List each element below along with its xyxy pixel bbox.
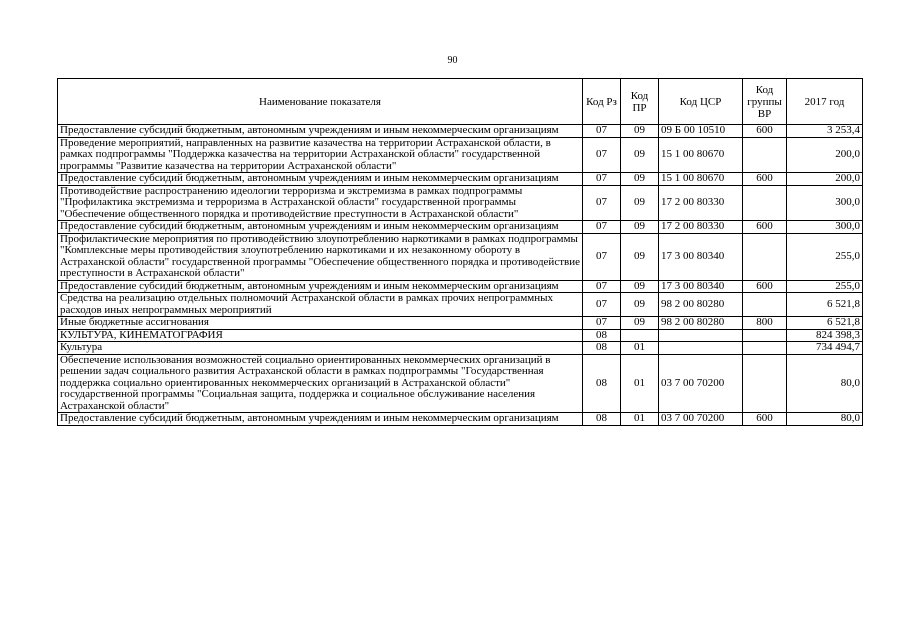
table-row bbox=[58, 413, 863, 426]
row-pr-code: 09 bbox=[621, 280, 659, 293]
row-name: Проведение мероприятий, направленных на развитие казачества на территории Астраханской области, в рамках подпрограммы "Поддержка казачества на территории Астраханской области" государственной программы "Развитие казачества на территории Астраханской области" bbox=[58, 137, 583, 173]
row-rz-code: 07 bbox=[583, 293, 621, 317]
row-vr-code: 600 bbox=[743, 221, 787, 234]
header-vr: Код группы ВР bbox=[743, 79, 787, 125]
table-row bbox=[58, 354, 863, 413]
row-rz-code: 07 bbox=[583, 173, 621, 186]
row-pr-code: 09 bbox=[621, 221, 659, 234]
table-row bbox=[58, 125, 863, 138]
row-pr-code: 01 bbox=[621, 342, 659, 355]
header-name: Наименование показателя bbox=[58, 79, 583, 125]
row-amount: 300,0 bbox=[787, 221, 863, 234]
row-vr-code: 600 bbox=[743, 125, 787, 138]
row-amount: 255,0 bbox=[787, 280, 863, 293]
row-csr-code: 15 1 00 80670 bbox=[659, 137, 743, 173]
row-vr-code bbox=[743, 329, 787, 342]
header-row bbox=[58, 79, 863, 125]
row-name: Обеспечение использования возможностей социально ориентированных некоммерческих организаций в решении задач социального развития Астраханской области в рамках подпрограммы "Государственная поддержка социально ориентированных некоммерческих организаций в Астраханской области" государственной программы "Социальная защита, поддержка и социальное обслуживание населения Астраханской области" bbox=[58, 354, 583, 413]
row-csr-code: 98 2 00 80280 bbox=[659, 293, 743, 317]
row-csr-code: 15 1 00 80670 bbox=[659, 173, 743, 186]
row-vr-code bbox=[743, 342, 787, 355]
row-csr-code: 09 Б 00 10510 bbox=[659, 125, 743, 138]
row-vr-code bbox=[743, 293, 787, 317]
budget-table bbox=[57, 78, 863, 426]
row-amount: 200,0 bbox=[787, 173, 863, 186]
row-rz-code: 07 bbox=[583, 125, 621, 138]
header-year: 2017 год bbox=[787, 79, 863, 125]
row-csr-code: 17 2 00 80330 bbox=[659, 221, 743, 234]
row-csr-code: 17 3 00 80340 bbox=[659, 233, 743, 280]
row-csr-code: 17 2 00 80330 bbox=[659, 185, 743, 221]
row-rz-code: 08 bbox=[583, 354, 621, 413]
row-amount: 6 521,8 bbox=[787, 317, 863, 330]
row-amount: 80,0 bbox=[787, 354, 863, 413]
table-row bbox=[58, 293, 863, 317]
row-rz-code: 08 bbox=[583, 413, 621, 426]
table-row bbox=[58, 173, 863, 186]
row-vr-code bbox=[743, 137, 787, 173]
row-vr-code bbox=[743, 185, 787, 221]
row-vr-code: 600 bbox=[743, 280, 787, 293]
header-rz: Код Рз bbox=[583, 79, 621, 125]
row-csr-code: 17 3 00 80340 bbox=[659, 280, 743, 293]
row-amount: 734 494,7 bbox=[787, 342, 863, 355]
row-pr-code: 09 bbox=[621, 317, 659, 330]
row-name: Средства на реализацию отдельных полномочий Астраханской области в рамках прочих непрограммных расходов иных непрограммных мероприятий bbox=[58, 293, 583, 317]
row-rz-code: 08 bbox=[583, 342, 621, 355]
row-name: Иные бюджетные ассигнования bbox=[58, 317, 583, 330]
row-amount: 824 398,3 bbox=[787, 329, 863, 342]
page-number: 90 bbox=[447, 55, 458, 66]
row-name: Предоставление субсидий бюджетным, автономным учреждениям и иным некоммерческим организациям bbox=[58, 173, 583, 186]
row-pr-code: 09 bbox=[621, 125, 659, 138]
row-pr-code: 09 bbox=[621, 137, 659, 173]
row-rz-code: 08 bbox=[583, 329, 621, 342]
row-pr-code: 09 bbox=[621, 185, 659, 221]
row-name: Предоставление субсидий бюджетным, автономным учреждениям и иным некоммерческим организациям bbox=[58, 413, 583, 426]
row-pr-code: 01 bbox=[621, 354, 659, 413]
header-csr: Код ЦСР bbox=[659, 79, 743, 125]
row-amount: 6 521,8 bbox=[787, 293, 863, 317]
row-amount: 80,0 bbox=[787, 413, 863, 426]
row-vr-code: 600 bbox=[743, 413, 787, 426]
table-row bbox=[58, 329, 863, 342]
row-vr-code bbox=[743, 354, 787, 413]
row-name: Предоставление субсидий бюджетным, автономным учреждениям и иным некоммерческим организациям bbox=[58, 221, 583, 234]
row-csr-code: 03 7 00 70200 bbox=[659, 354, 743, 413]
row-rz-code: 07 bbox=[583, 185, 621, 221]
row-rz-code: 07 bbox=[583, 137, 621, 173]
table-row bbox=[58, 137, 863, 173]
row-rz-code: 07 bbox=[583, 221, 621, 234]
row-amount: 200,0 bbox=[787, 137, 863, 173]
table-row bbox=[58, 342, 863, 355]
row-pr-code: 01 bbox=[621, 413, 659, 426]
row-rz-code: 07 bbox=[583, 280, 621, 293]
row-amount: 300,0 bbox=[787, 185, 863, 221]
row-pr-code: 09 bbox=[621, 293, 659, 317]
row-name: Культура bbox=[58, 342, 583, 355]
row-rz-code: 07 bbox=[583, 317, 621, 330]
table-row bbox=[58, 233, 863, 280]
row-csr-code bbox=[659, 329, 743, 342]
row-rz-code: 07 bbox=[583, 233, 621, 280]
row-name: КУЛЬТУРА, КИНЕМАТОГРАФИЯ bbox=[58, 329, 583, 342]
row-csr-code bbox=[659, 342, 743, 355]
row-csr-code: 98 2 00 80280 bbox=[659, 317, 743, 330]
table-row bbox=[58, 280, 863, 293]
row-vr-code bbox=[743, 233, 787, 280]
row-pr-code: 09 bbox=[621, 173, 659, 186]
row-csr-code: 03 7 00 70200 bbox=[659, 413, 743, 426]
row-amount: 255,0 bbox=[787, 233, 863, 280]
table-row bbox=[58, 317, 863, 330]
table-row bbox=[58, 221, 863, 234]
row-name: Предоставление субсидий бюджетным, автономным учреждениям и иным некоммерческим организациям bbox=[58, 280, 583, 293]
table-row bbox=[58, 185, 863, 221]
row-name: Предоставление субсидий бюджетным, автономным учреждениям и иным некоммерческим организациям bbox=[58, 125, 583, 138]
row-vr-code: 600 bbox=[743, 173, 787, 186]
row-amount: 3 253,4 bbox=[787, 125, 863, 138]
header-pr: Код ПР bbox=[621, 79, 659, 125]
row-name: Противодействие распространению идеологии терроризма и экстремизма в рамках подпрограммы "Профилактика экстремизма и терроризма в Астраханской области" государственной программы "Обеспечение общественного порядка и противодействие преступности в Астраханской области" bbox=[58, 185, 583, 221]
row-vr-code: 800 bbox=[743, 317, 787, 330]
row-pr-code bbox=[621, 329, 659, 342]
row-pr-code: 09 bbox=[621, 233, 659, 280]
row-name: Профилактические мероприятия по противодействию злоупотреблению наркотиками в рамках подпрограммы "Комплексные меры противодействия злоупотреблению наркотиками и их незаконному обороту в Астраханской области" государственной программы "Обеспечение общественного порядка и противодействие преступности в Астраханской области" bbox=[58, 233, 583, 280]
